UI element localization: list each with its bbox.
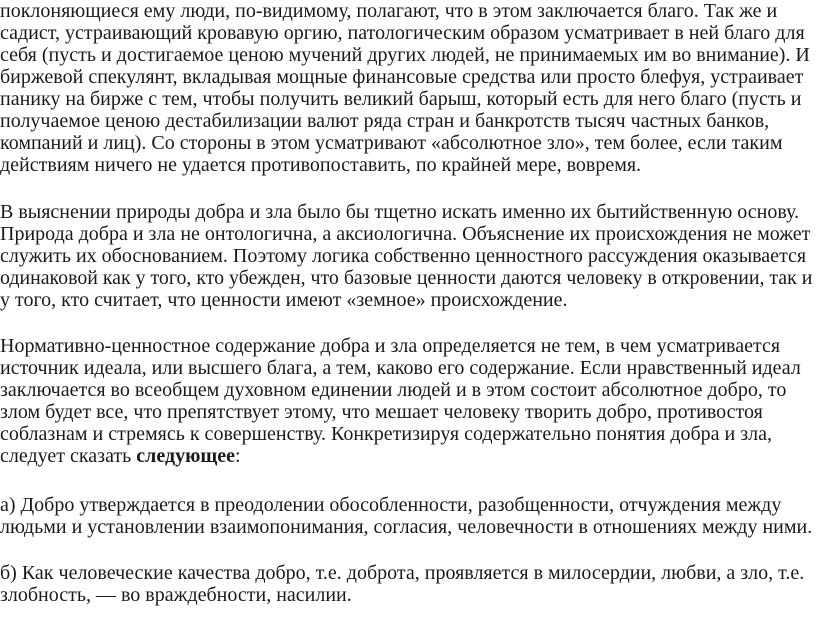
text-line: действиям ничего не удается противопоставить, по крайней мере, вовремя. bbox=[0, 154, 642, 176]
text-line: Природа добра и зла не онтологична, а аксиологична. Объяснение их происхождения не может bbox=[0, 223, 811, 245]
text-line: Нормативно-ценностное содержание добра и зла определяется не тем, в чем усматривается bbox=[0, 335, 781, 357]
text-line: у того, кто считает, что ценности имеют «земное» происхождение. bbox=[0, 289, 568, 311]
text-line: компаний и лиц). Со стороны в этом усматривают «абсолютное зло», тем более, если таким bbox=[0, 132, 783, 154]
text-line: источник идеала, или высшего блага, а тем, каково его содержание. Если нравственный идеал bbox=[0, 357, 801, 379]
text-line: б) Как человеческие качества добро, т.е. доброта, проявляется в милосердии, любви, а зло, т.е. bbox=[0, 562, 805, 584]
text-line: заключается во всеобщем духовном единении людей и в этом состоит абсолютное добро, то bbox=[0, 379, 787, 401]
text-line: злобность, — во враждебности, насилии. bbox=[0, 584, 352, 606]
text-line: В выяснении природы добра и зла было бы тщетно искать именно их бытийственную основу. bbox=[0, 201, 800, 223]
bold-emphasis: следующее bbox=[136, 445, 236, 467]
text-line: соблазнам и стремясь к совершенству. Конкретизируя содержательно понятия добра и зла, bbox=[0, 423, 773, 445]
text-line: садист, устраивающий кровавую оргию, патологическим образом усматривает в ней благо для bbox=[0, 22, 805, 44]
text-line: биржевой спекулянт, вкладывая мощные финансовые средства или просто блефуя, устраивает bbox=[0, 66, 804, 88]
text-line: поклоняющиеся ему люди, по-видимому, полагают, что в этом заключается благо. Так же и bbox=[0, 0, 778, 22]
text-line: получаемое ценою дестабилизации валют ряда стран и банкротств тысяч частных банков, bbox=[0, 110, 770, 132]
text-fragment: следует сказать bbox=[0, 445, 137, 467]
text-line: а) Добро утверждается в преодолении обособленности, разобщенности, отчуждения между bbox=[0, 494, 782, 516]
text-line: людьми и установлении взаимопонимания, согласия, человечности в отношениях между ними. bbox=[0, 516, 813, 538]
text-line: одинаковой как у того, кто убежден, что базовые ценности даются человеку в откровении, так и bbox=[0, 267, 813, 289]
text-line: себя (пусть и достигаемое ценою мучений других людей, не принимаемых им во внимание). И bbox=[0, 44, 810, 66]
text-line: панику на бирже с тем, чтобы получить великий барыш, который есть для него благо (пусть и bbox=[0, 88, 802, 110]
text-line bbox=[0, 445, 241, 467]
text-line: злом будет все, что препятствует этому, что мешает человеку творить добро, противостоя bbox=[0, 401, 763, 423]
text-line: служить их обоснованием. Поэтому логика собственно ценностного рассуждения оказывается bbox=[0, 245, 807, 267]
text-fragment: : bbox=[235, 445, 241, 467]
